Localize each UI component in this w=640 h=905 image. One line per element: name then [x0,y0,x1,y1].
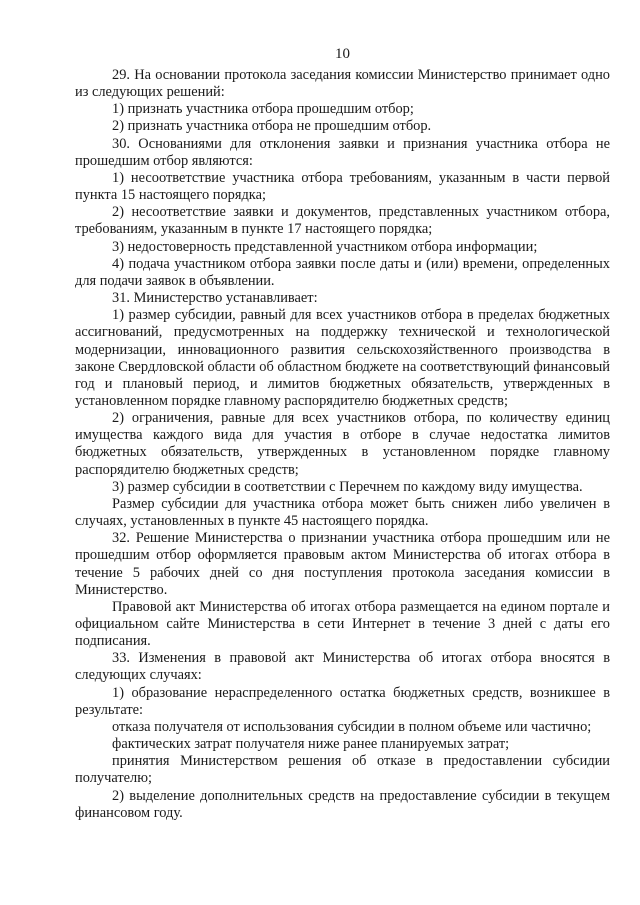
paragraph-32: 32. Решение Министерства о признании участника отбора прошедшим или не прошедшим отбор оформляется правовым актом Министерства об итогах отбора в течение 5 рабочих дней со дня поступления протокола заседания комиссии в Министерство. [75,530,610,598]
paragraph-33: 33. Изменения в правовой акт Министерства об итогах отбора вносятся в следующих случаях: [75,650,610,684]
paragraph-30-item-1: 1) несоответствие участника отбора требованиям, указанным в части первой пункта 15 настоящего порядка; [75,169,610,204]
paragraph-31-item-1: 1) размер субсидии, равный для всех участников отбора в пределах бюджетных ассигнований, предусмотренных на поддержку технической и технологической модернизации, инновационного развития сельскохозяйственного производства в законе Свердловской области об областном бюджете на соответствующий финансовый год и плановый период, и лимитов бюджетных обязательств, утвержденных в установленном порядке главному распорядителю бюджетных средств; [75,307,610,409]
paragraph-32-publication: Правовой акт Министерства об итогах отбора размещается на едином портале и официальном сайте Министерства в сети Интернет в течение 3 дней с даты его подписания. [75,598,610,650]
paragraph-31-item-2: 2) ограничения, равные для всех участников отбора, по количеству единиц имущества каждого вида для участия в отборе в случае недостатка лимитов бюджетных обязательств, утвержденных в установленном порядке главному распорядителю бюджетных средств; [75,410,610,478]
paragraph-30-item-3: 3) недостоверность представленной участником отбора информации; [112,238,538,255]
paragraph-33-item-1-case-b: фактических затрат получателя ниже ранее планируемых затрат; [112,736,510,753]
paragraph-31: 31. Министерство устанавливает: [112,290,318,307]
document-body [75,67,610,822]
paragraph-29: 29. На основании протокола заседания комиссии Министерство принимает одно из следующих решений: [75,67,610,101]
paragraph-30-item-2: 2) несоответствие заявки и документов, представленных участником отбора, требованиям, указанным в пункте 17 настоящего порядка; [75,204,610,238]
paragraph-33-item-2: 2) выделение дополнительных средств на предоставление субсидии в текущем финансовом году. [75,787,610,821]
paragraph-33-item-1: 1) образование нераспределенного остатка бюджетных средств, возникшее в результате: [75,684,610,718]
paragraph-31-note: Размер субсидии для участника отбора может быть снижен либо увеличен в случаях, установленных в пункте 45 настоящего порядка. [75,495,610,530]
paragraph-33-item-1-case-a: отказа получателя от использования субсидии в полном объеме или частично; [112,718,592,735]
paragraph-30-item-4: 4) подача участником отбора заявки после даты и (или) времени, определенных для подачи заявок в объявлении. [75,255,610,289]
paragraph-30: 30. Основаниями для отклонения заявки и признания участника отбора не прошедшим отбор являются: [75,135,610,169]
paragraph-31-item-3: 3) размер субсидии в соответствии с Перечнем по каждому виду имущества. [112,478,583,495]
paragraph-29-item-1: 1) признать участника отбора прошедшим отбор; [112,101,414,118]
paragraph-33-item-1-case-c: принятия Министерством решения об отказе в предоставлении субсидии получателю; [75,753,610,787]
paragraph-29-item-2: 2) признать участника отбора не прошедшим отбор. [112,118,432,135]
page-number: 10 [335,46,350,62]
